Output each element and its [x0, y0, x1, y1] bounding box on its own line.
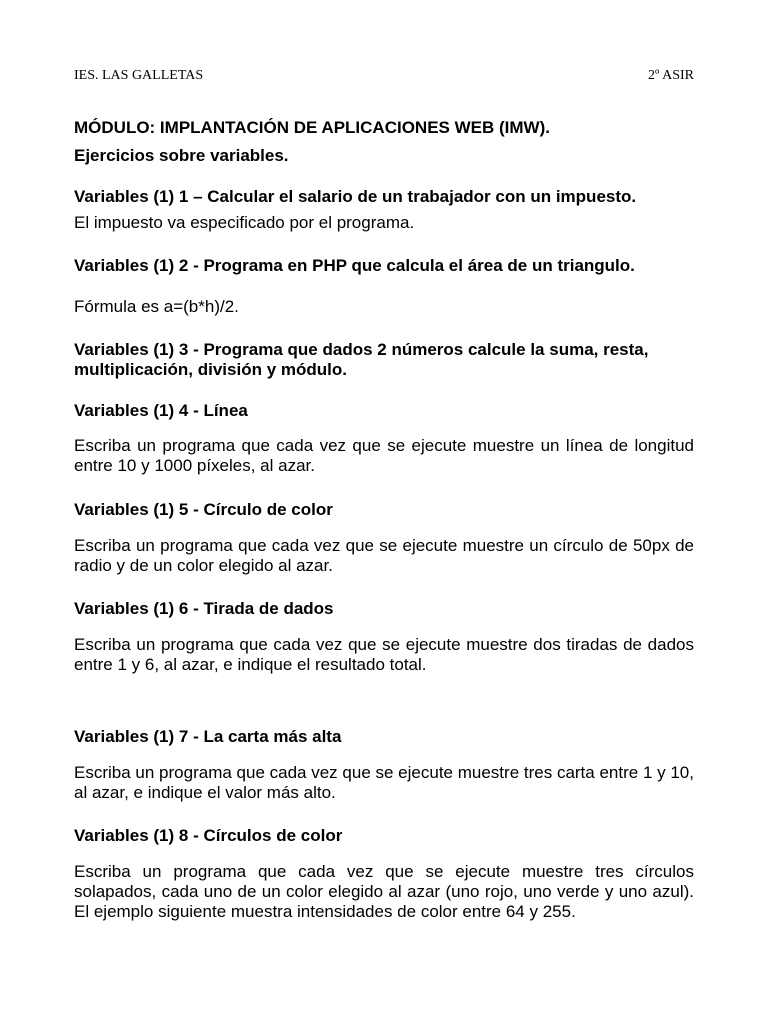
exercise-8-text: Escriba un programa que cada vez que se ejecute muestre tres círculos solapados, cada uno de un color elegido al azar (uno rojo, uno verde y uno azul). El ejemplo siguiente muestra intensidades de color entre 64 y 255. [74, 862, 694, 921]
exercise-5-title: Variables (1) 5 - Círculo de color [74, 500, 333, 519]
exercise-3-title: Variables (1) 3 - Programa que dados 2 números calcule la suma, resta, multiplicación, división y módulo. [74, 340, 649, 379]
exercise-8-title: Variables (1) 8 - Círculos de color [74, 826, 343, 845]
exercise-2-text: Fórmula es a=(b*h)/2. [74, 297, 239, 316]
exercise-6-title: Variables (1) 6 - Tirada de dados [74, 599, 334, 618]
exercise-1-title: Variables (1) 1 – Calcular el salario de un trabajador con un impuesto. [74, 187, 637, 206]
exercise-2-title: Variables (1) 2 - Programa en PHP que calcula el área de un triangulo. [74, 256, 635, 275]
exercise-4-title: Variables (1) 4 - Línea [74, 401, 248, 420]
exercise-4-text: Escriba un programa que cada vez que se ejecute muestre un línea de longitud entre 10 y 1000 píxeles, al azar. [74, 436, 694, 475]
exercise-1-text: El impuesto va especificado por el programa. [74, 213, 415, 232]
exercise-6-text: Escriba un programa que cada vez que se ejecute muestre dos tiradas de dados entre 1 y 6, al azar, e indique el resultado total. [74, 635, 694, 674]
module-title: MÓDULO: IMPLANTACIÓN DE APLICACIONES WEB (IMW). [74, 118, 550, 137]
header-course: 2º ASIR [648, 68, 694, 83]
header-school: IES. LAS GALLETAS [74, 68, 204, 83]
document-subtitle: Ejercicios sobre variables. [74, 146, 289, 165]
exercise-7-title: Variables (1) 7 - La carta más alta [74, 727, 342, 746]
exercise-7-text: Escriba un programa que cada vez que se ejecute muestre tres carta entre 1 y 10, al azar, e indique el valor más alto. [74, 763, 694, 802]
exercise-5-text: Escriba un programa que cada vez que se ejecute muestre un círculo de 50px de radio y de un color elegido al azar. [74, 536, 694, 575]
